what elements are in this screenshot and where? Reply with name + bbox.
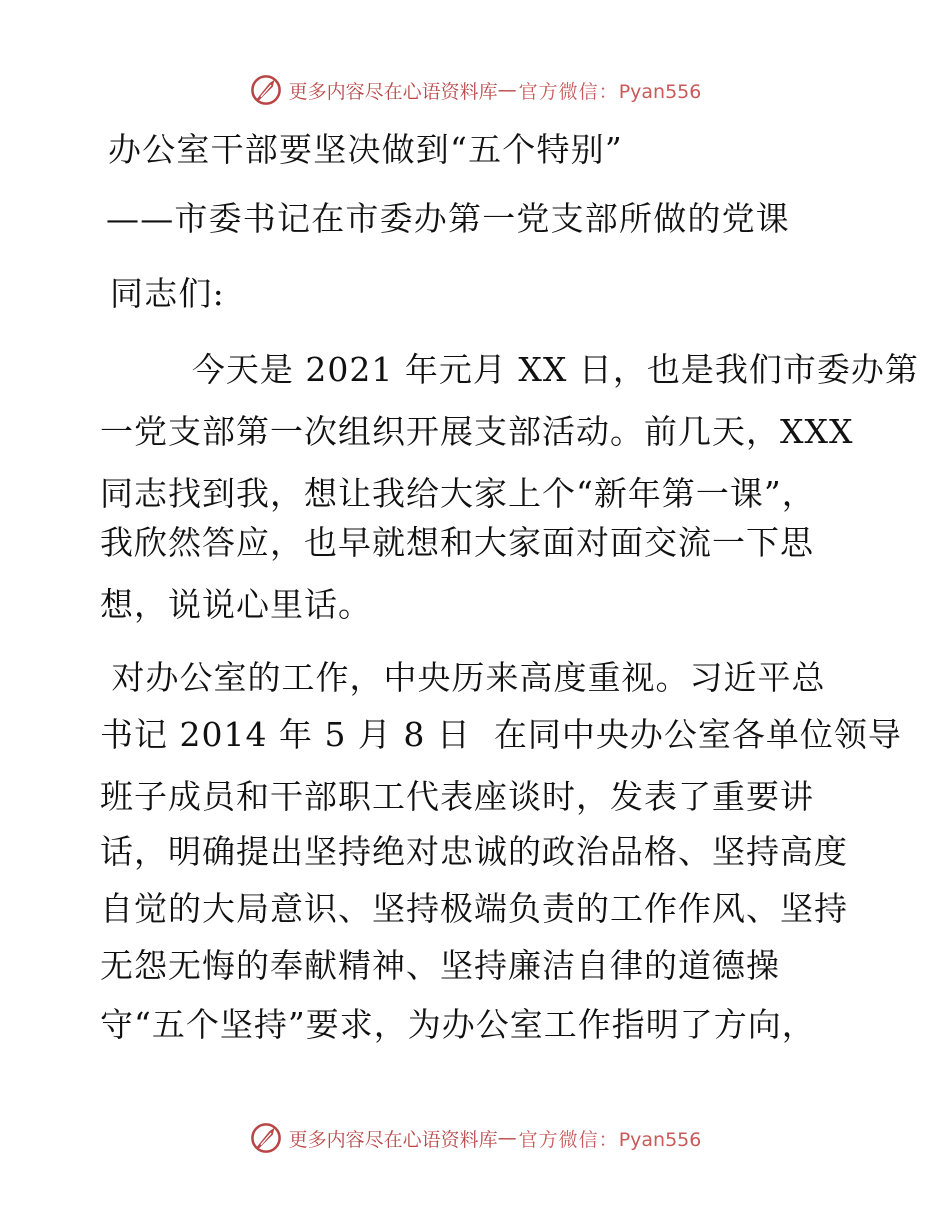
quill-pen-logo-icon [249,1121,283,1155]
quill-pen-logo-icon [249,73,283,107]
paragraph-line: 书记 2014 年 5 月 8 日 在同中央办公室各单位领导 [100,715,902,754]
paragraph-line: 无怨无悔的奉献精神、坚持廉洁自律的道德操 [100,946,780,985]
wechat-id: Pyan556 [618,1128,702,1151]
banner-text: 更多内容尽在心语资料库 [288,80,498,103]
paragraph-line: 班子成员和干部职工代表座谈时，发表了重要讲 [100,777,814,816]
paragraph-line: 同志找到我，想让我给大家上个“新年第一课”， [100,474,816,513]
paragraph-line: 我欣然答应，也早就想和大家面对面交流一下思 [100,523,814,562]
banner-separator: — [497,79,517,101]
document-subtitle: ——市委书记在市委办第一党支部所做的党课 [106,199,790,238]
wechat-label: 官方微信： [518,1128,619,1151]
banner-text: 更多内容尽在心语资料库 [288,1128,498,1151]
paragraph-line: 自觉的大局意识、坚持极端负责的工作作风、坚持 [100,889,848,928]
wechat-id: Pyan556 [618,80,702,103]
wechat-label: 官方微信： [518,80,619,103]
banner-wechat [519,77,702,104]
banner-wechat [519,1125,702,1152]
footer-banner [0,1118,950,1158]
header-banner [0,70,950,110]
paragraph-line: 话，明确提出坚持绝对忠诚的政治品格、坚持高度 [100,832,848,871]
paragraph-line: 守“五个坚持”要求，为办公室工作指明了方向， [100,1005,816,1044]
paragraph-line: 今天是 2021 年元月 XX 日，也是我们市委办第 [100,350,919,389]
document-title: 办公室干部要坚决做到“五个特别” [108,130,623,169]
paragraph-line: 对办公室的工作，中央历来高度重视。习近平总 [100,658,826,697]
paragraph-line: 一党支部第一次组织开展支部活动。前几天，XXX [100,412,854,451]
salutation: 同志们: [110,274,225,313]
banner-separator: — [497,1127,517,1149]
paragraph-line: 想，说说心里话。 [100,585,372,624]
